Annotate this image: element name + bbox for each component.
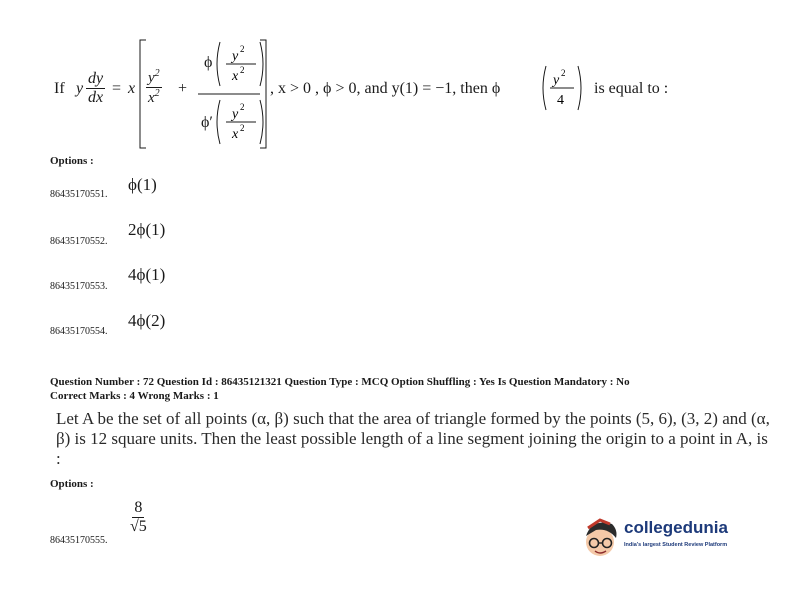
paren-denominator <box>214 98 268 148</box>
brand-tagline: India's largest Student Review Platform <box>624 542 728 548</box>
fraction-numerator: 8 <box>134 499 143 516</box>
dy-dx-fraction: $\frac{dy}{dx}$ <box>88 70 104 106</box>
svg-text:4: 4 <box>557 93 564 108</box>
svg-text:2: 2 <box>240 65 245 75</box>
svg-text:x: x <box>232 127 239 142</box>
svg-text:y: y <box>232 107 239 122</box>
option-value[interactable]: 4ϕ(1) <box>128 265 166 284</box>
svg-text:y: y <box>553 73 560 88</box>
brand-name: collegedunia <box>624 518 728 537</box>
phi-prime-symbol: ϕ′ <box>201 114 213 131</box>
option-id: 86435170555. <box>50 535 108 546</box>
paren-y2-over-4 <box>540 64 584 112</box>
var-y: y <box>76 80 84 97</box>
question-2-text: Let A be the set of all points (α, β) such that the area of triangle formed by the points (5, 6), (3, 2) and (α, β) is 12 square units. Then the least possible length of a line segment joining the origin to a point in A, is : <box>56 409 770 468</box>
question-1-formula <box>54 38 754 158</box>
y2-over-x2: $\frac{y^2}{x^2}$ <box>148 68 160 106</box>
options-label-q2: Options : <box>50 478 94 490</box>
conditions-text: , x > 0 , ϕ > 0, and y(1) = −1, then ϕ <box>270 80 501 97</box>
question-2-meta: Question Number : 72 Question Id : 86435121321 Question Type : MCQ Option Shuffling : Yes Is Question Mandatory : No <box>50 376 630 388</box>
svg-text:2: 2 <box>561 68 566 78</box>
option-value[interactable]: 4ϕ(2) <box>128 311 166 330</box>
fraction-denominator: √5 <box>130 517 147 535</box>
if-text: If <box>54 80 65 97</box>
svg-text:2: 2 <box>240 102 245 112</box>
option-id: 86435170554. <box>50 326 108 337</box>
options-label-q1: Options : <box>50 155 94 167</box>
phi-symbol: ϕ <box>204 54 213 71</box>
collegedunia-logo[interactable] <box>582 512 752 564</box>
question-2-marks: Correct Marks : 4 Wrong Marks : 1 <box>50 390 219 402</box>
option-value[interactable]: ϕ(1) <box>128 175 157 194</box>
plus-sign: + <box>178 80 188 97</box>
svg-text:2: 2 <box>240 123 245 133</box>
svg-text:y: y <box>232 49 239 64</box>
option-value[interactable]: 2ϕ(1) <box>128 220 166 239</box>
svg-text:2: 2 <box>240 44 245 54</box>
var-x: x <box>128 80 136 97</box>
mascot-icon <box>582 516 622 560</box>
svg-text:x: x <box>232 69 239 84</box>
option-value-fraction[interactable] <box>128 499 149 535</box>
tail-text: is equal to : <box>594 80 669 97</box>
paren-numerator <box>214 40 268 88</box>
option-id: 86435170552. <box>50 236 108 247</box>
option-id: 86435170553. <box>50 281 108 292</box>
equals-sign: = <box>112 80 122 97</box>
option-id: 86435170551. <box>50 189 108 200</box>
